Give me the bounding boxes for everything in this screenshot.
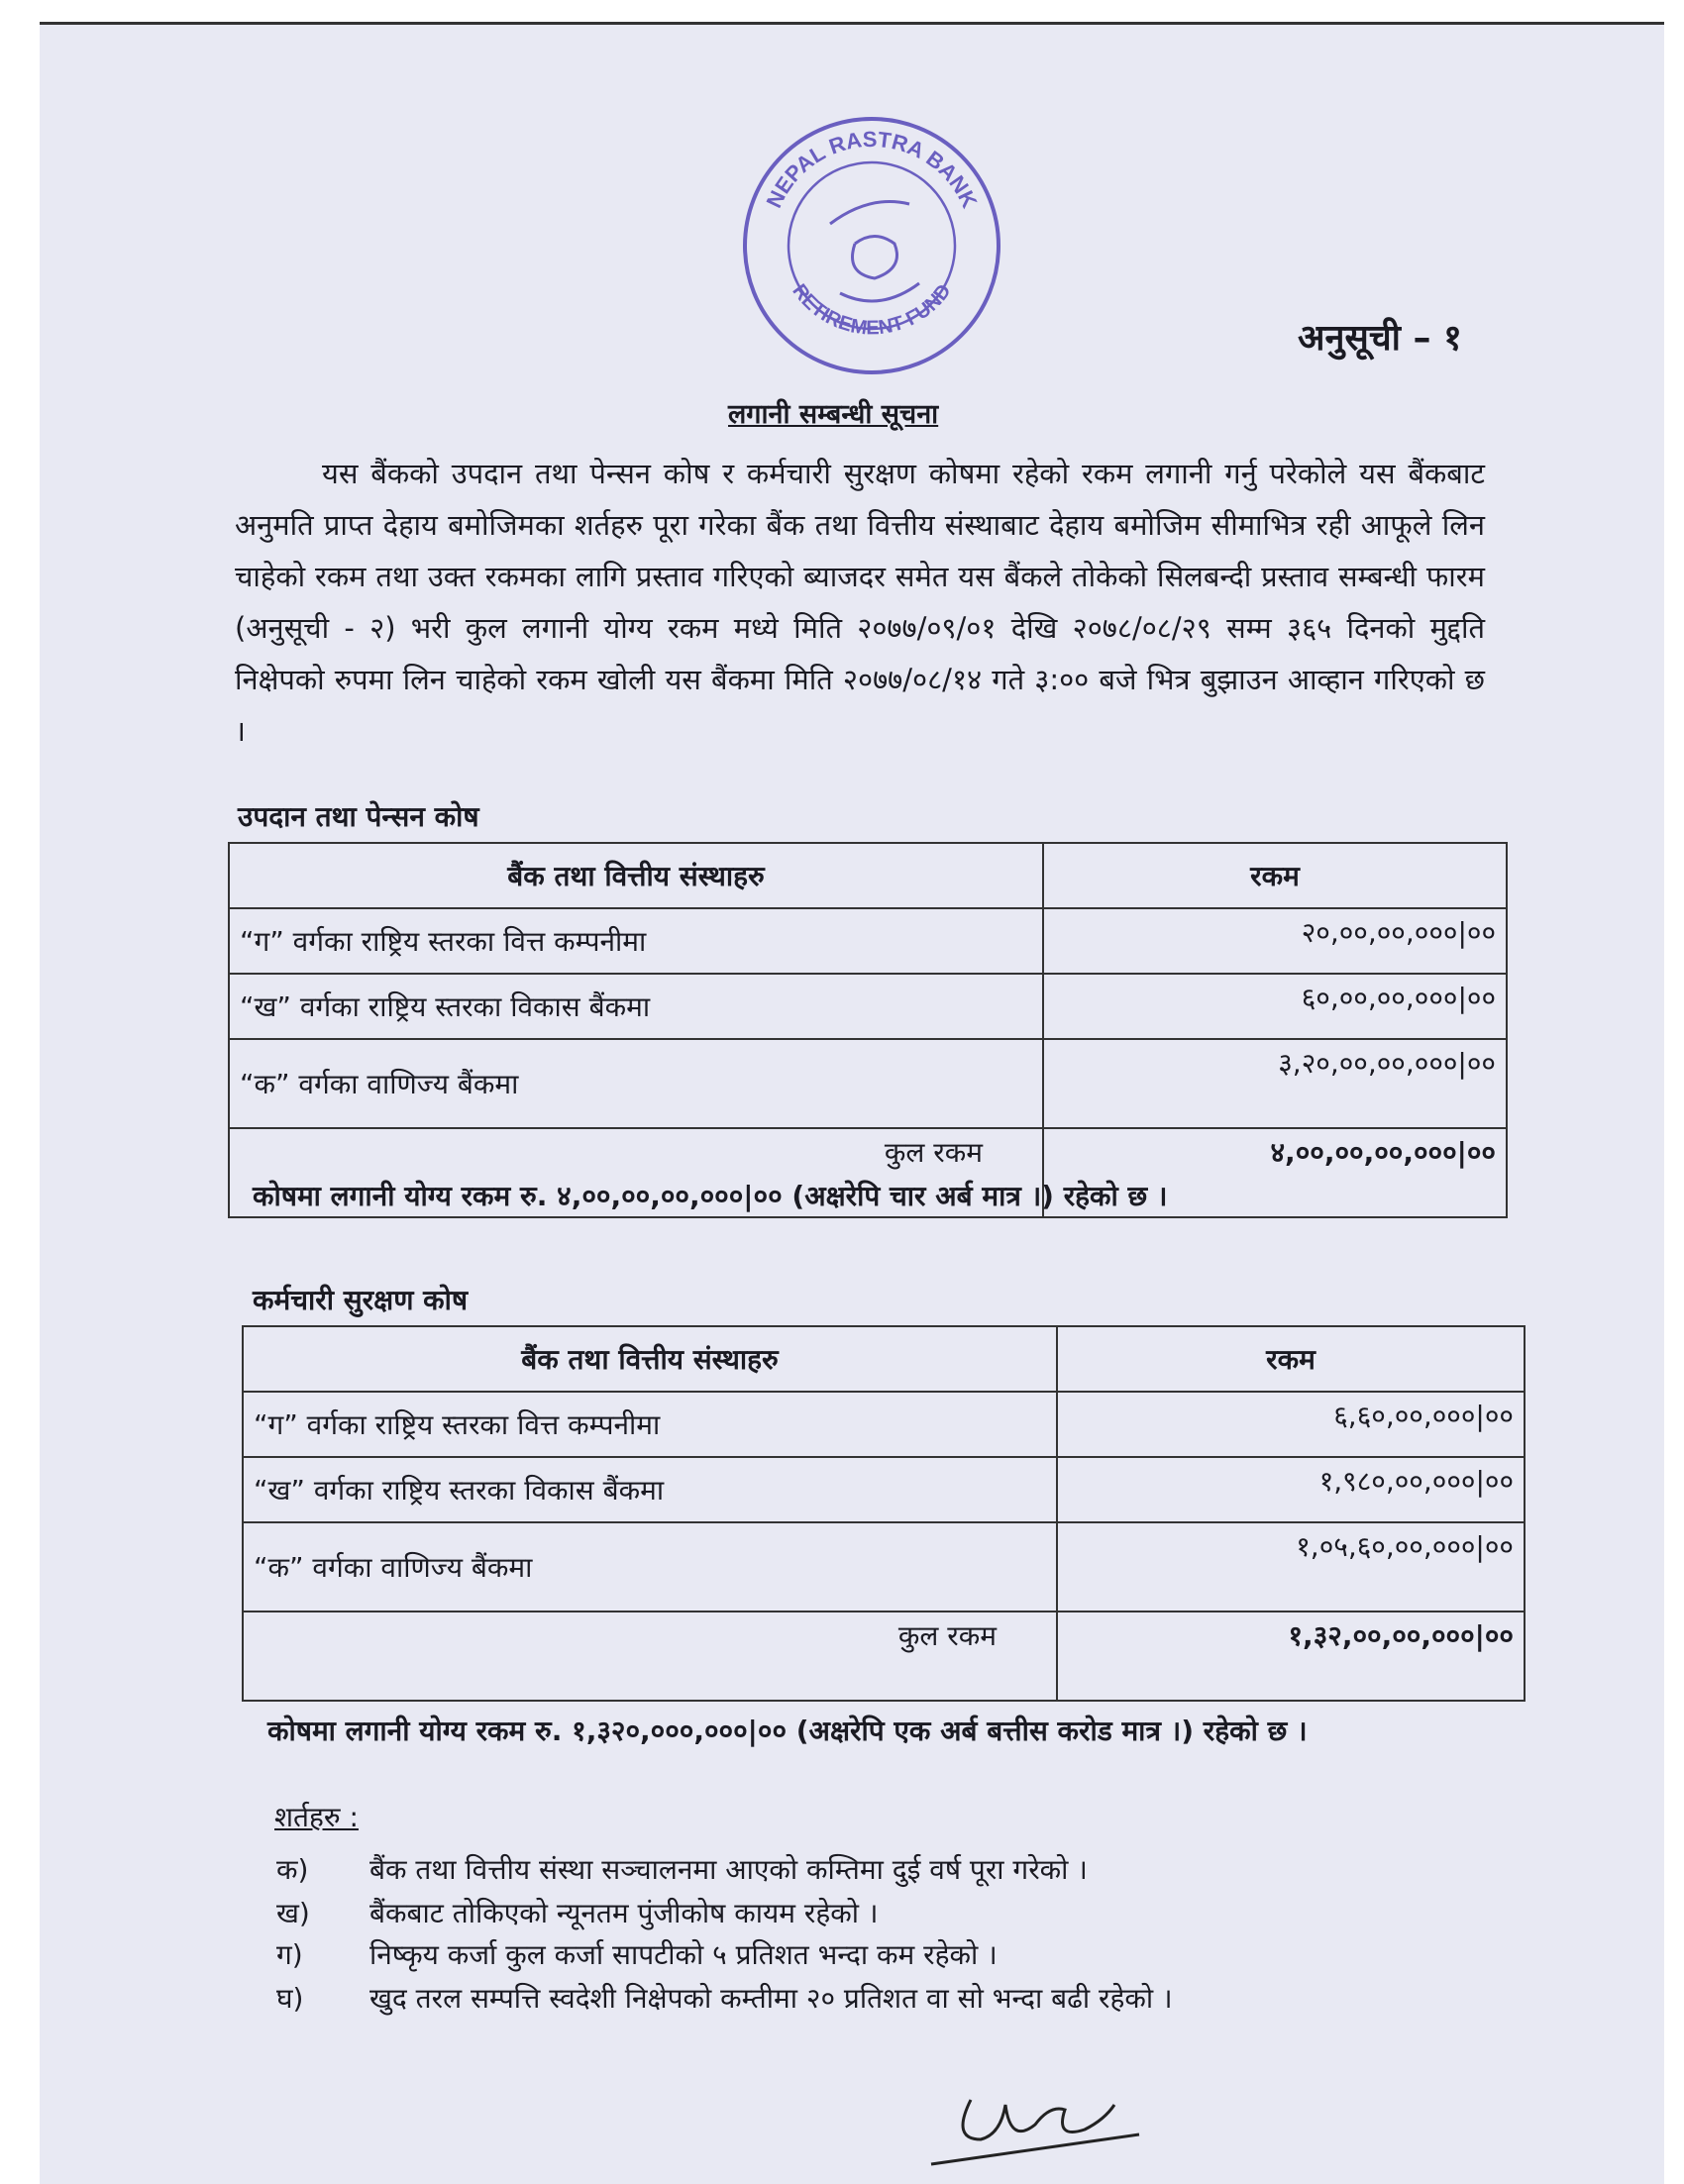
row-label: “ख” वर्गका राष्ट्रिय स्तरका विकास बैंकमा <box>243 1457 1057 1522</box>
fund1-heading: उपदान तथा पेन्सन कोष <box>238 800 479 833</box>
total-amount: ४,००,००,००,०००|०० <box>1043 1128 1507 1217</box>
table-row <box>243 1522 1525 1612</box>
condition-text: बैंक तथा वित्तीय संस्था सञ्चालनमा आएको कम्तिमा दुई वर्ष पूरा गरेको । <box>369 1853 1088 1886</box>
row-amount: ३,२०,००,००,०००|०० <box>1043 1039 1507 1128</box>
condition-mark: ग) <box>276 1938 303 1971</box>
table-row <box>243 1457 1525 1522</box>
fund2-heading: कर्मचारी सुरक्षण कोष <box>253 1284 469 1316</box>
fund1-note: कोषमा लगानी योग्य रकम रु. ४,००,००,००,०००|०० (अक्षरेपि चार अर्ब मात्र ।) रहेको छ । <box>253 1180 1168 1212</box>
notice-paragraph: यस बैंकको उपदान तथा पेन्सन कोष र कर्मचारी सुरक्षण कोषमा रहेको रकम लगानी गर्नु परेकोले यस बैंकबाट अनुमति प्राप्त देहाय बमोजिमका शर्तहरु पूरा गरेका बैंक तथा वित्तीय संस्थाबाट देहाय बमोजिम सीमाभित्र रही आफूले लिन चाहेको रकम तथा उक्त रकमका लागि प्रस्ताव गरिएको ब्याजदर समेत यस बैंकले तोकेको सिलबन्दी प्रस्ताव सम्बन्धी फारम (अनुसूची - २) भरी कुल लगानी योग्य रकम मध्ये मिति २०७७/०९/०१ देखि २०७८/०८/२९ सम्म ३६५ दिनको मुद्दति निक्षेपको रुपमा लिन चाहेको रकम खोली यस बैंकमा मिति २०७७/०८/१४ गते ३:०० बजे भित्र बुझाउन आव्हान गरिएको छ । <box>235 457 1485 748</box>
condition-item <box>276 1850 1088 1888</box>
row-amount: ६,६०,००,०००|०० <box>1057 1392 1525 1457</box>
condition-text: खुद तरल सम्पत्ति स्वदेशी निक्षेपको कम्तीमा २० प्रतिशत वा सो भन्दा बढी रहेको । <box>369 1982 1173 2015</box>
annex-label: अनुसूची – १ <box>1298 318 1462 359</box>
svg-text:RETIREMENT FUND: RETIREMENT FUND <box>788 280 956 340</box>
col-institutions: बैंक तथा वित्तीय संस्थाहरु <box>229 843 1043 908</box>
row-label: “ग” वर्गका राष्ट्रिय स्तरका वित्त कम्पनीमा <box>229 908 1043 974</box>
condition-item <box>276 1979 1173 2017</box>
fund2-table <box>242 1325 1526 1702</box>
row-amount: २०,००,००,०००|०० <box>1043 908 1507 974</box>
condition-item <box>276 1935 998 1973</box>
fund1-table <box>228 842 1508 1218</box>
table-row <box>229 1039 1507 1128</box>
table-row <box>243 1392 1525 1457</box>
condition-text: बैंकबाट तोकिएको न्यूनतम पुंजीकोष कायम रहेको । <box>369 1897 879 1929</box>
condition-mark: क) <box>276 1853 309 1886</box>
condition-mark: ख) <box>276 1897 310 1929</box>
total-row <box>243 1612 1525 1701</box>
total-label: कुल रकम <box>229 1128 1043 1217</box>
condition-item <box>276 1894 879 1931</box>
nrb-retirement-fund-stamp <box>741 115 1002 376</box>
condition-mark: घ) <box>276 1982 304 2015</box>
fund2-note: कोषमा लगानी योग्य रकम रु. १,३२०,०००,०००|०० (अक्षरेपि एक अर्ब बत्तीस करोड मात्र ।) रहेको छ । <box>267 1715 1308 1747</box>
table-row <box>229 974 1507 1039</box>
row-amount: १,०५,६०,००,०००|०० <box>1057 1522 1525 1612</box>
signature <box>911 2080 1159 2179</box>
svg-text:NEPAL RASTRA BANK: NEPAL RASTRA BANK <box>761 126 983 212</box>
row-amount: १,९८०,००,०००|०० <box>1057 1457 1525 1522</box>
col-amount: रकम <box>1043 843 1507 908</box>
table-row <box>229 908 1507 974</box>
total-label: कुल रकम <box>243 1612 1057 1701</box>
col-institutions: बैंक तथा वित्तीय संस्थाहरु <box>243 1326 1057 1392</box>
col-amount: रकम <box>1057 1326 1525 1392</box>
row-amount: ६०,००,००,०००|०० <box>1043 974 1507 1039</box>
table-header-row <box>243 1326 1525 1392</box>
total-amount: १,३२,००,००,०००|०० <box>1057 1612 1525 1701</box>
condition-text: निष्कृय कर्जा कुल कर्जा सापटीको ५ प्रतिशत भन्दा कम रहेको । <box>369 1938 998 1971</box>
row-label: “क” वर्गका वाणिज्य बैंकमा <box>229 1039 1043 1128</box>
table-header-row <box>229 843 1507 908</box>
row-label: “क” वर्गका वाणिज्य बैंकमा <box>243 1522 1057 1612</box>
notice-title: लगानी सम्बन्धी सूचना <box>728 399 939 430</box>
conditions-heading: शर्तहरु : <box>274 1801 359 1833</box>
row-label: “ग” वर्गका राष्ट्रिय स्तरका वित्त कम्पनीमा <box>243 1392 1057 1457</box>
row-label: “ख” वर्गका राष्ट्रिय स्तरका विकास बैंकमा <box>229 974 1043 1039</box>
